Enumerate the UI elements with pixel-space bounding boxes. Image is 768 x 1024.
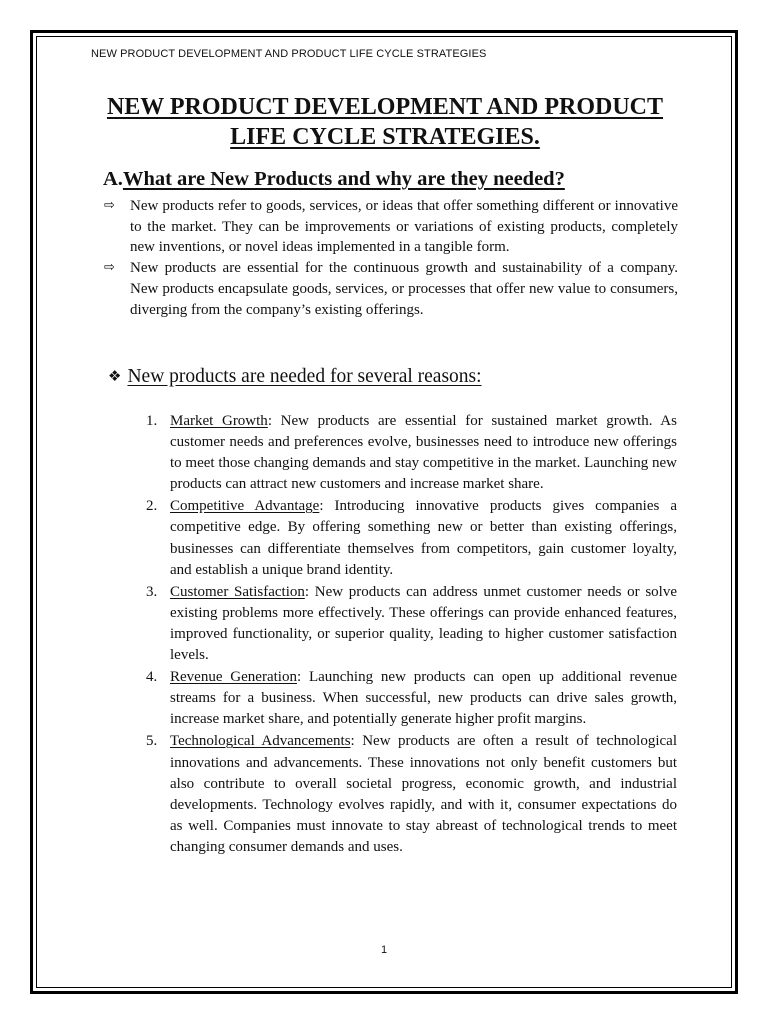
definition-bullet [104,196,678,258]
running-header: NEW PRODUCT DEVELOPMENT AND PRODUCT LIFE CYCLE STRATEGIES [91,48,487,60]
reason-item [146,731,677,858]
reason-term: Customer Satisfaction [170,583,305,600]
reason-description: : Introducing innovative products gives companies a competitive edge. By offering something new or better than existing offerings, businesses can differentiate themselves from competitors, gain customer loyalty, and establish a unique brand identity. [170,498,678,578]
reasons-heading-text: New products are needed for several reasons: [127,366,482,387]
reason-description: : New products are often a result of technological innovations and advancements. These innovations not only benefit customers but also contribute to overall societal progress, economic growth, and industrial developments. Technology evolves rapidly, and with it, consumer expectations do as well. Companies must innovate to stay abreast of technological trends to meet changing consumer demands and uses. [170,733,677,855]
reason-term: Competitive Advantage [170,498,320,515]
document-title-line-2: LIFE CYCLE STRATEGIES. [230,124,540,150]
document-title-line-1: NEW PRODUCT DEVELOPMENT AND PRODUCT [106,94,664,120]
reason-number: 4. [146,669,158,686]
reason-description: : Launching new products can open up additional revenue streams for a business. When successful, new products can drive sales growth, increase market share, and potentially generate higher profit margins. [170,669,677,728]
definition-bullet-list [104,196,678,320]
reason-item [146,667,677,730]
reason-term: Revenue Generation [170,669,297,686]
reason-description: : New products can address unmet customer needs or solve existing problems more effectively. These offerings can provide enhanced features, improved functionality, or superior quality, leading to higher customer satisfaction levels. [170,583,677,664]
reason-number: 1. [146,413,158,429]
section-a-prefix: A. [103,168,123,190]
definition-bullet [104,258,678,320]
reason-item [146,411,677,495]
reason-item [146,496,677,580]
definition-bullet-text: New products are essential for the continuous growth and sustainability of a company. New products encapsulate goods, services, or processes that offer new value to consumers, diverging from the company’s existing offerings. [130,260,678,318]
reason-number: 3. [146,583,158,600]
reason-term: Market Growth [170,413,268,429]
definition-bullet-text: New products refer to goods, services, or ideas that offer something different or innovative to the market. They can be improvements or variations of existing products, completely new inventions, or novel ideas implemented in a tangible form. [130,198,678,256]
document-title [80,92,690,152]
reason-item [146,582,677,666]
reason-number: 5. [146,733,158,750]
reason-description: : New products are essential for sustained market growth. As customer needs and preferences evolve, businesses need to introduce new offerings to meet those changing demands and stay competitive in the market. Launching new products can attract new customers and increase market share. [170,413,677,493]
page-number: 1 [380,944,388,956]
right-arrow-icon: ⇨ [104,260,115,276]
right-arrow-icon: ⇨ [104,198,115,213]
section-a-heading [103,168,565,191]
diamond-bullet-icon: ❖ [108,367,122,385]
reasons-heading [108,366,482,388]
section-a-heading-text: What are New Products and why are they needed? [122,168,565,190]
reason-term: Technological Advancements [170,733,351,750]
reason-number: 2. [146,498,158,515]
reasons-list [146,411,677,859]
